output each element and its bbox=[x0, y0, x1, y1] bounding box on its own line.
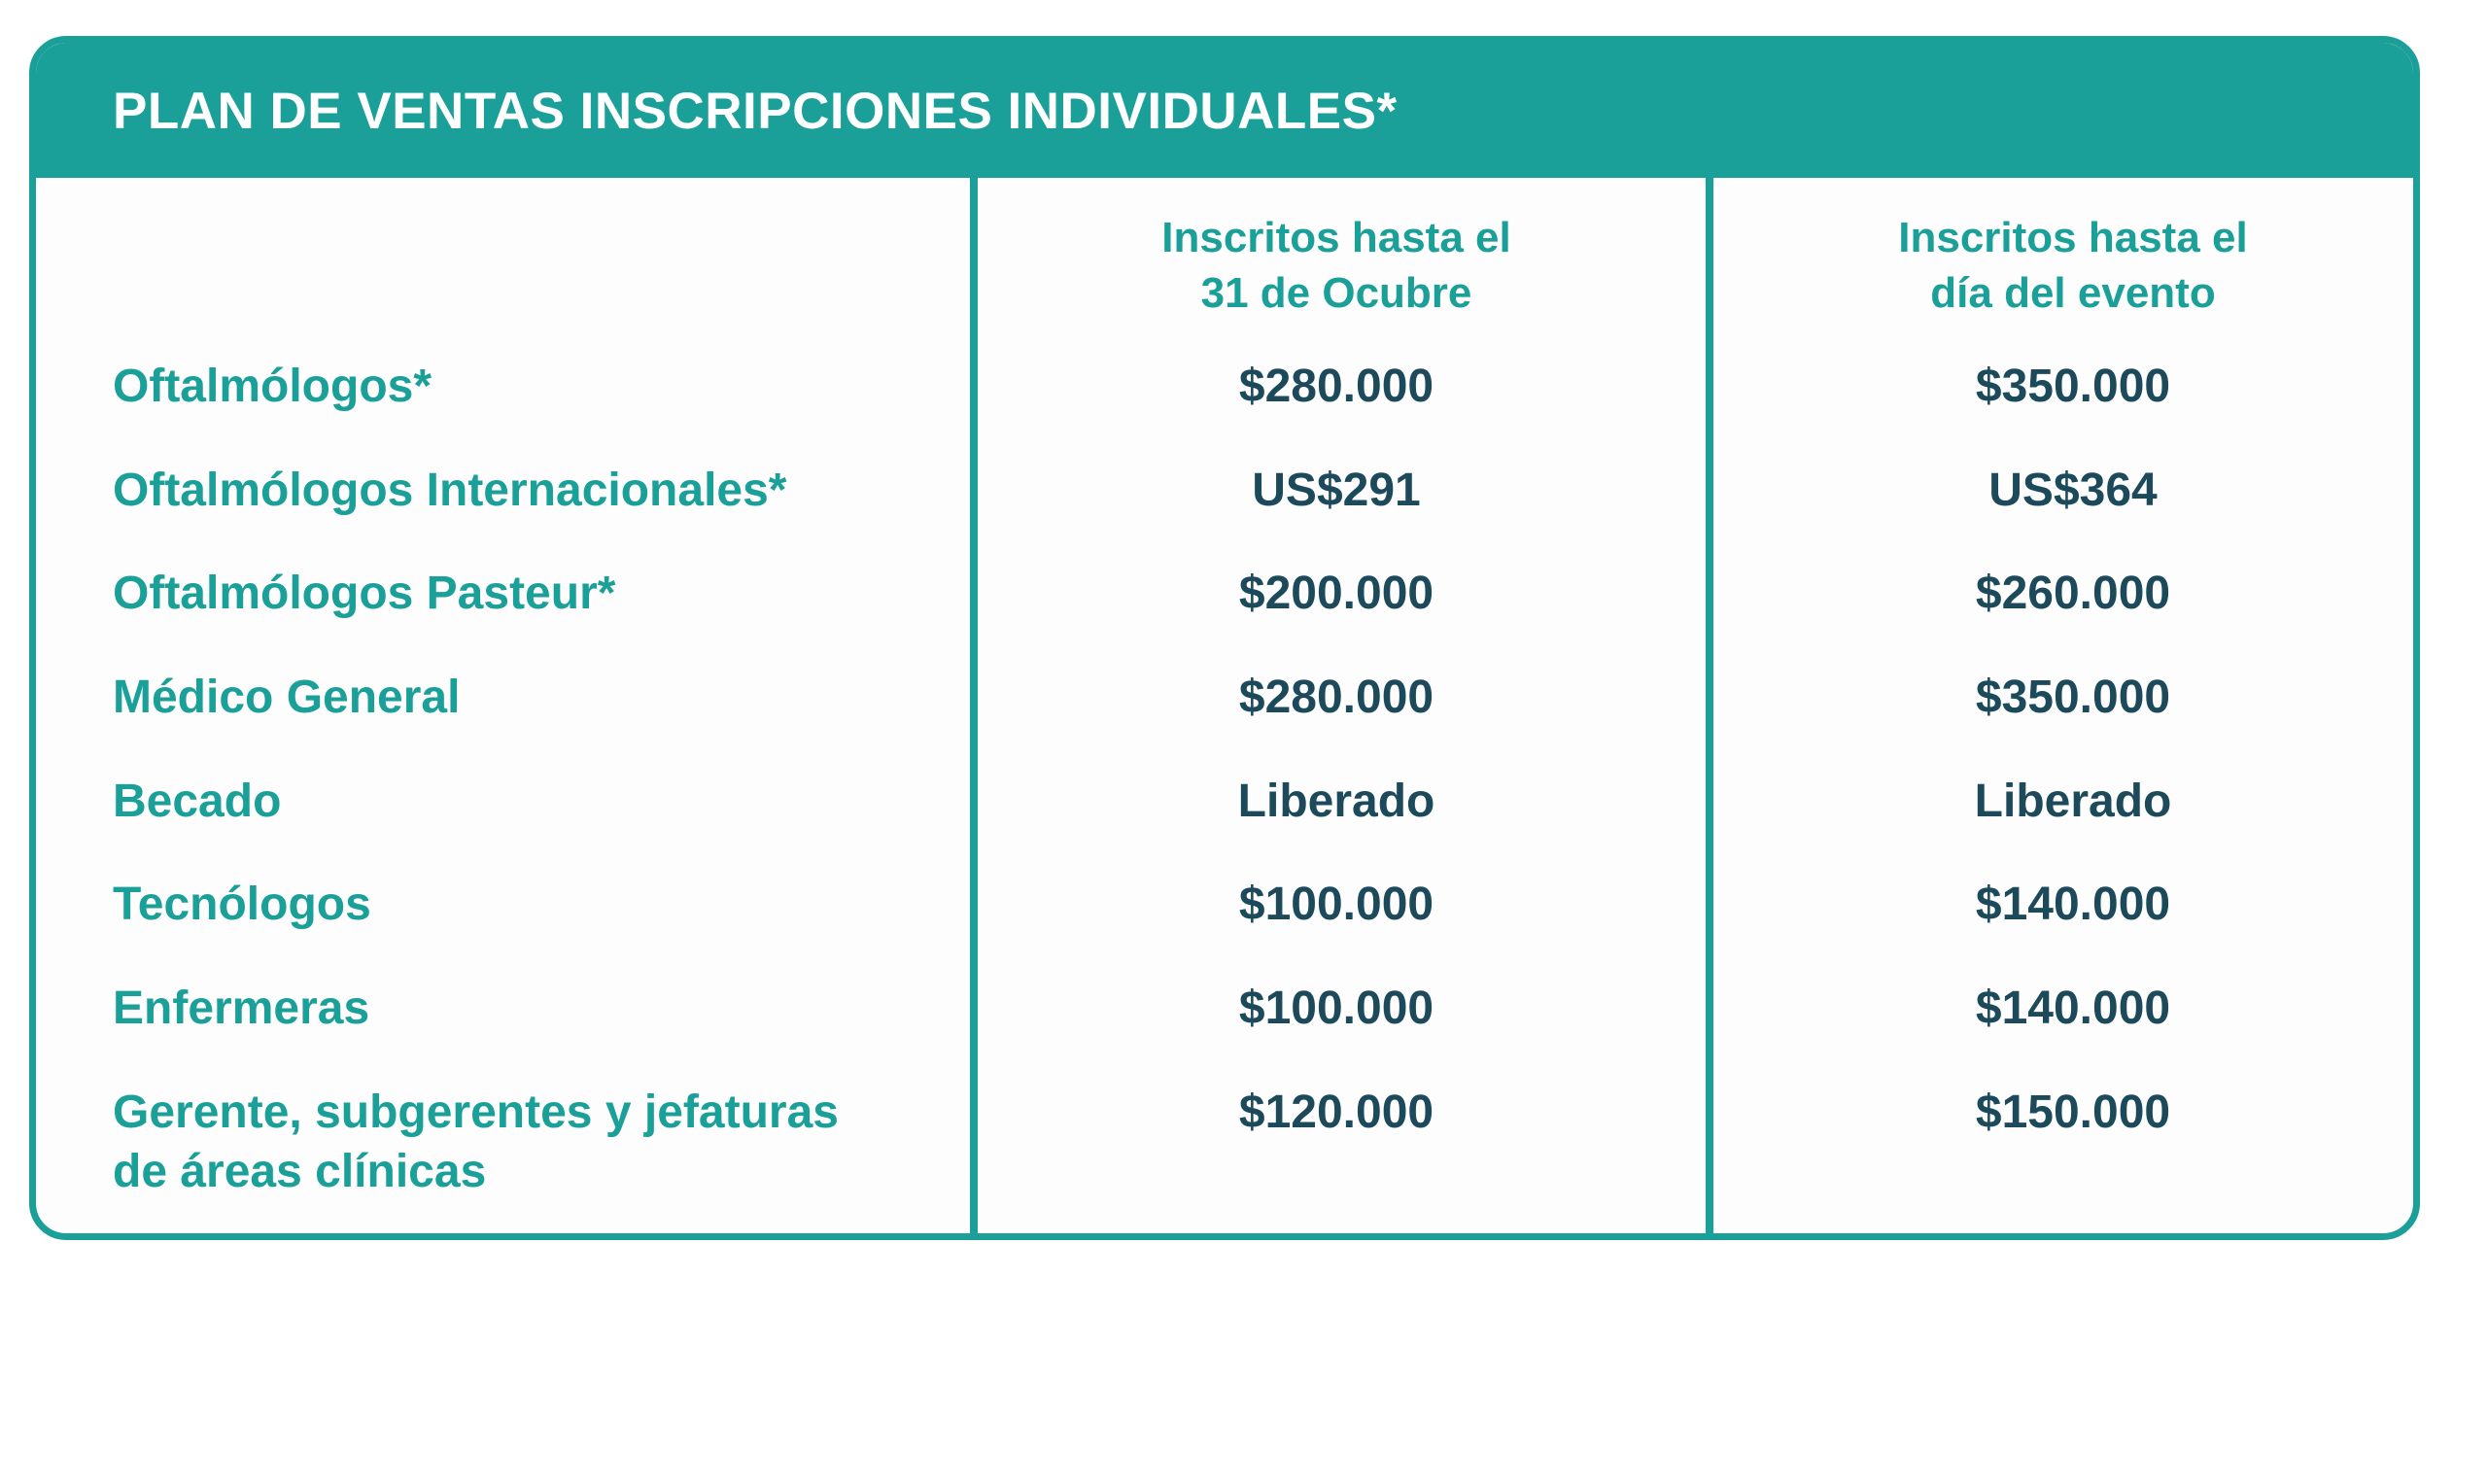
row-price-late: $150.000 bbox=[1975, 1087, 2171, 1138]
row-category: Oftalmólogos* bbox=[113, 361, 432, 412]
row-price-early: $280.000 bbox=[1238, 361, 1434, 412]
table-header bbox=[36, 43, 2413, 178]
row-price-early: $120.000 bbox=[1238, 1087, 1434, 1138]
row-price-late: $350.000 bbox=[1975, 361, 2171, 412]
row-price-early: Liberado bbox=[1237, 776, 1435, 827]
row-category: Oftalmólogos Pasteur* bbox=[113, 568, 616, 619]
row-price-late: $140.000 bbox=[1975, 983, 2171, 1034]
row-category-line: Gerente, subgerentes y jefaturas bbox=[113, 1087, 839, 1138]
row-price-early: $280.000 bbox=[1238, 672, 1434, 723]
row-category-line: de áreas clínicas bbox=[113, 1146, 487, 1197]
column-header-line: Inscritos hasta el bbox=[1898, 214, 2248, 261]
column-header-line: Inscritos hasta el bbox=[1161, 214, 1511, 261]
column-header-late bbox=[1713, 210, 2420, 321]
row-category: Becado bbox=[113, 776, 282, 827]
row-price-late: $260.000 bbox=[1975, 568, 2171, 619]
row-price-early: US$291 bbox=[1252, 465, 1421, 516]
row-category bbox=[113, 1083, 839, 1201]
column-divider bbox=[1706, 178, 1713, 1233]
column-header-line: día del evento bbox=[1930, 269, 2216, 317]
column-header-early bbox=[977, 210, 1696, 321]
table-title: PLAN DE VENTAS INSCRIPCIONES INDIVIDUALES* bbox=[113, 83, 1398, 140]
row-price-late: US$364 bbox=[1988, 465, 2158, 516]
row-category: Enfermeras bbox=[113, 983, 370, 1034]
row-price-late: Liberado bbox=[1974, 776, 2172, 827]
row-price-early: $200.000 bbox=[1238, 568, 1434, 619]
row-price-early: $100.000 bbox=[1238, 879, 1434, 930]
column-header-line: 31 de Ocubre bbox=[1200, 269, 1472, 317]
row-price-late: $140.000 bbox=[1975, 879, 2171, 930]
row-price-late: $350.000 bbox=[1975, 672, 2171, 723]
row-category: Tecnólogos bbox=[113, 879, 371, 930]
row-category: Oftalmólogos Internacionales* bbox=[113, 465, 787, 516]
row-price-early: $100.000 bbox=[1238, 983, 1434, 1034]
row-category: Médico General bbox=[113, 672, 461, 723]
pricing-table-card bbox=[29, 36, 2420, 1240]
